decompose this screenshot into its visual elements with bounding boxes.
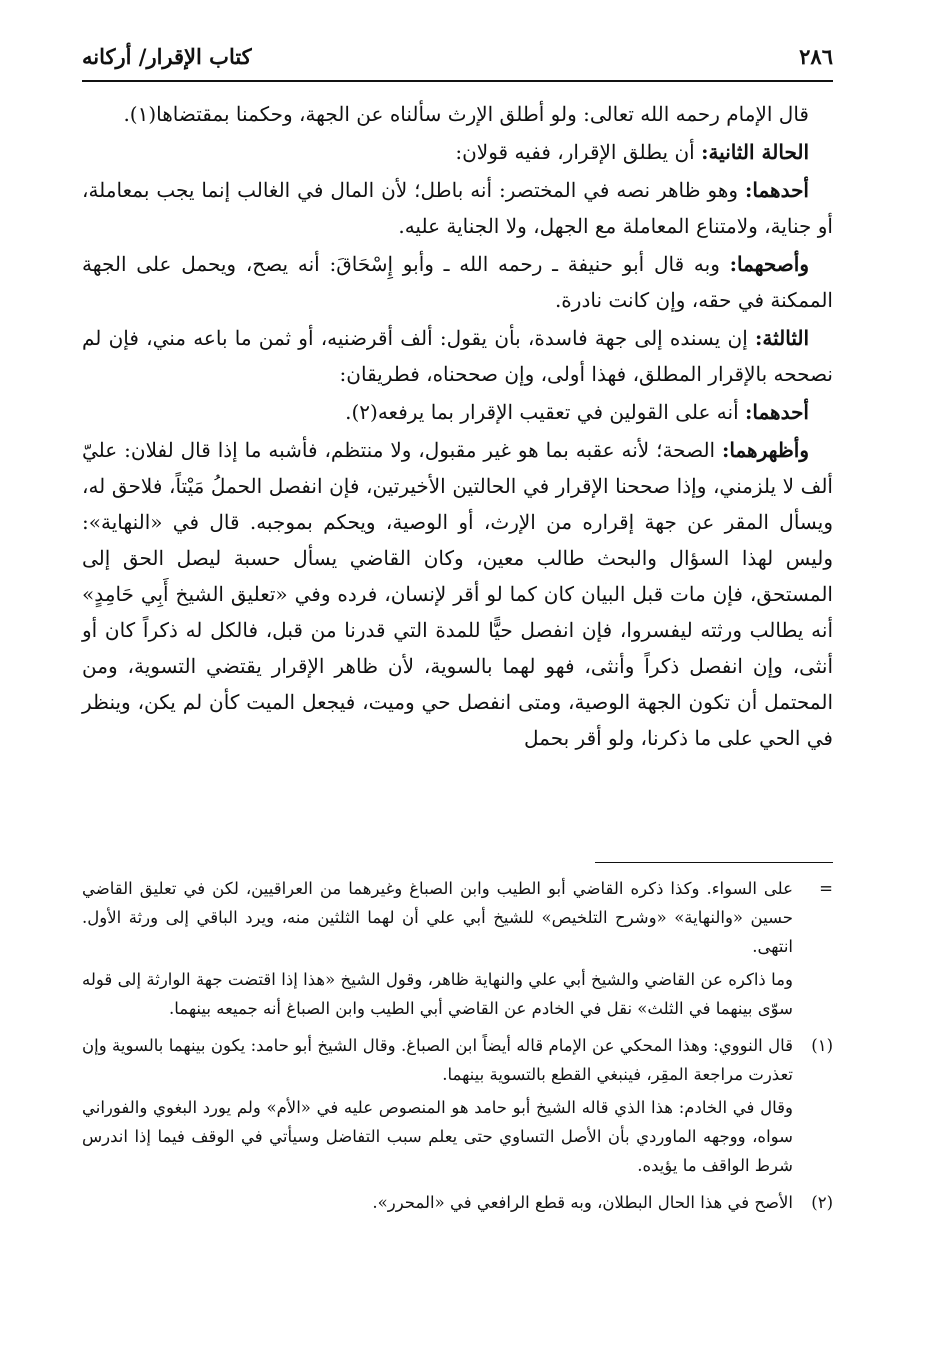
- footnote-separator: [595, 862, 833, 863]
- paragraph-text: أن يطلق الإقرار، ففيه قولان:: [455, 140, 702, 164]
- paragraph-5: [82, 320, 833, 392]
- heading-term: أحدهما:: [744, 400, 809, 424]
- footnote-continuation: [82, 874, 833, 1027]
- paragraph-text: وبه قال أبو حنيفة ـ رحمه الله ـ وأبو إِسْحَاقَ: أنه يصح، ويحمل على الجهة الممكنة في حقه، وإن كانت نادرة.: [82, 252, 833, 312]
- footnote-mark: (١): [811, 1036, 833, 1055]
- footnotes: [82, 874, 833, 1225]
- page-header: [82, 38, 833, 74]
- footnote-mark: (٢): [811, 1193, 833, 1212]
- heading-term: أحدهما:: [744, 178, 809, 202]
- paragraph-text: وهو ظاهر نصه في المختصر: أنه باطل؛ لأن المال في الغالب إنما يجب بمعاملة، أو جناية، ولامتناع المعاملة مع الجهل، ولا الجناية عليه.: [82, 178, 833, 238]
- heading-term: الحالة الثانية:: [701, 140, 809, 164]
- main-text: [82, 96, 833, 758]
- paragraph-text: إن يسنده إلى جهة فاسدة، بأن يقول: ألف أقرضنيه، أو ثمن ما باعه مني، فإن لم نصححه بالإقرار المطلق، فهذا أولى، وإن صححناه، فطريقان:: [82, 326, 833, 386]
- paragraph-1: قال الإمام رحمه الله تعالى: ولو أطلق الإرث سألناه عن الجهة، وحكمنا بمقتضاها(١).: [123, 102, 809, 126]
- heading-term: وأصحهما:: [729, 252, 809, 276]
- header-rule: [82, 80, 833, 82]
- heading-term: وأظهرهما:: [722, 438, 809, 462]
- footnote-text: على السواء. وكذا ذكره القاضي أبو الطيب وابن الصباغ وغيرهما من العراقيين، لكن في تعليق القاضي حسين «والنهاية» «وشرح التلخيص» للشيخ أبي علي أن لهما الثلثين منه، ويرد الباقي إلى ورثة الأول. انتهى.: [82, 879, 793, 956]
- running-title: كتاب الإقرار/ أركانه: [82, 43, 252, 69]
- footnote-1: [82, 1031, 833, 1184]
- paragraph-4: [82, 246, 833, 318]
- footnote-text: قال النووي: وهذا المحكي عن الإمام قاله أيضاً ابن الصباغ. وقال الشيخ أبو حامد: يكون بينهما بالسوية وإن تعذرت مراجعة المقِر، فينبغي القطع بالتسوية بينهما.: [82, 1036, 793, 1084]
- paragraph-7: [82, 432, 833, 756]
- paragraph-2: [82, 134, 833, 170]
- footnote-2: [82, 1188, 833, 1221]
- paragraph-text: أنه على القولين في تعقيب الإقرار بما يرفعه(٢).: [345, 400, 745, 424]
- heading-term: الثالثة:: [754, 326, 809, 350]
- footnote-text: الأصح في هذا الحال البطلان، وبه قطع الرافعي في «المحرر».: [372, 1193, 793, 1212]
- paragraph-6: [82, 394, 833, 430]
- footnote-text: وما ذاكره عن القاضي والشيخ أبي علي والنهاية ظاهر، وقول الشيخ «هذا إذا اقتضت جهة الوارثة إلى قوله سوّى بينهما في الثلث» نقل في الخادم عن القاضي أبي الطيب وابن الصباغ أنه جميعه بينهما.: [82, 970, 793, 1018]
- footnote-mark: =: [819, 879, 833, 898]
- paragraph-text: الصحة؛ لأنه عقبه بما هو غير مقبول، ولا منتظم، فأشبه ما إذا قال لفلان: عليّ ألف لا يلزمني، وإذا صححنا الإقرار في الحالتين الأخيرتين، فإن انفصل الحملُ مَيْتاً، فلاحق له، ويسأل المقر عن جهة إقراره من الإرث، أو الوصية، ويحكم بموجبه. قال في «النهاية»: وليس لهذا السؤال والبحث طالب معين، وكان القاضي يسأل حسبة ليصل الحق إلى المستحق، فإن مات قبل البيان كان كما لو أقر لإنسان، فرده وفي «تعليق الشيخ أَبِي حَامِدٍ» أنه يطالب ورثته ليفسروا، فإن انفصل حيًّا للمدة التي قدرنا من قبل، فالكل له ذكراً كان أو أنثى، وإن انفصل ذكراً وأنثى، فهو لهما بالسوية، لأن ظاهر الإقرار يقتضي التسوية، ومن المحتمل أن تكون الجهة الوصية، ومتى انفصل حي وميت، فيجعل الميت كأن لم يكن، وينظر في الحي على ما ذكرنا، ولو أقر بحمل: [82, 438, 833, 750]
- paragraph-3: [82, 172, 833, 244]
- footnote-text: وقال في الخادم: هذا الذي قاله الشيخ أبو حامد هو المنصوص عليه في «الأم» ولم يورد البغوي والفوراني سواه، ووجهه الماوردي بأن الأصل التساوي حتى يعلم سبب التفاضل وسيأتي في الوقف فيما إذا اندرس شرط الواقف ما يؤيده.: [82, 1098, 793, 1175]
- page-number: ٢٨٦: [799, 43, 833, 69]
